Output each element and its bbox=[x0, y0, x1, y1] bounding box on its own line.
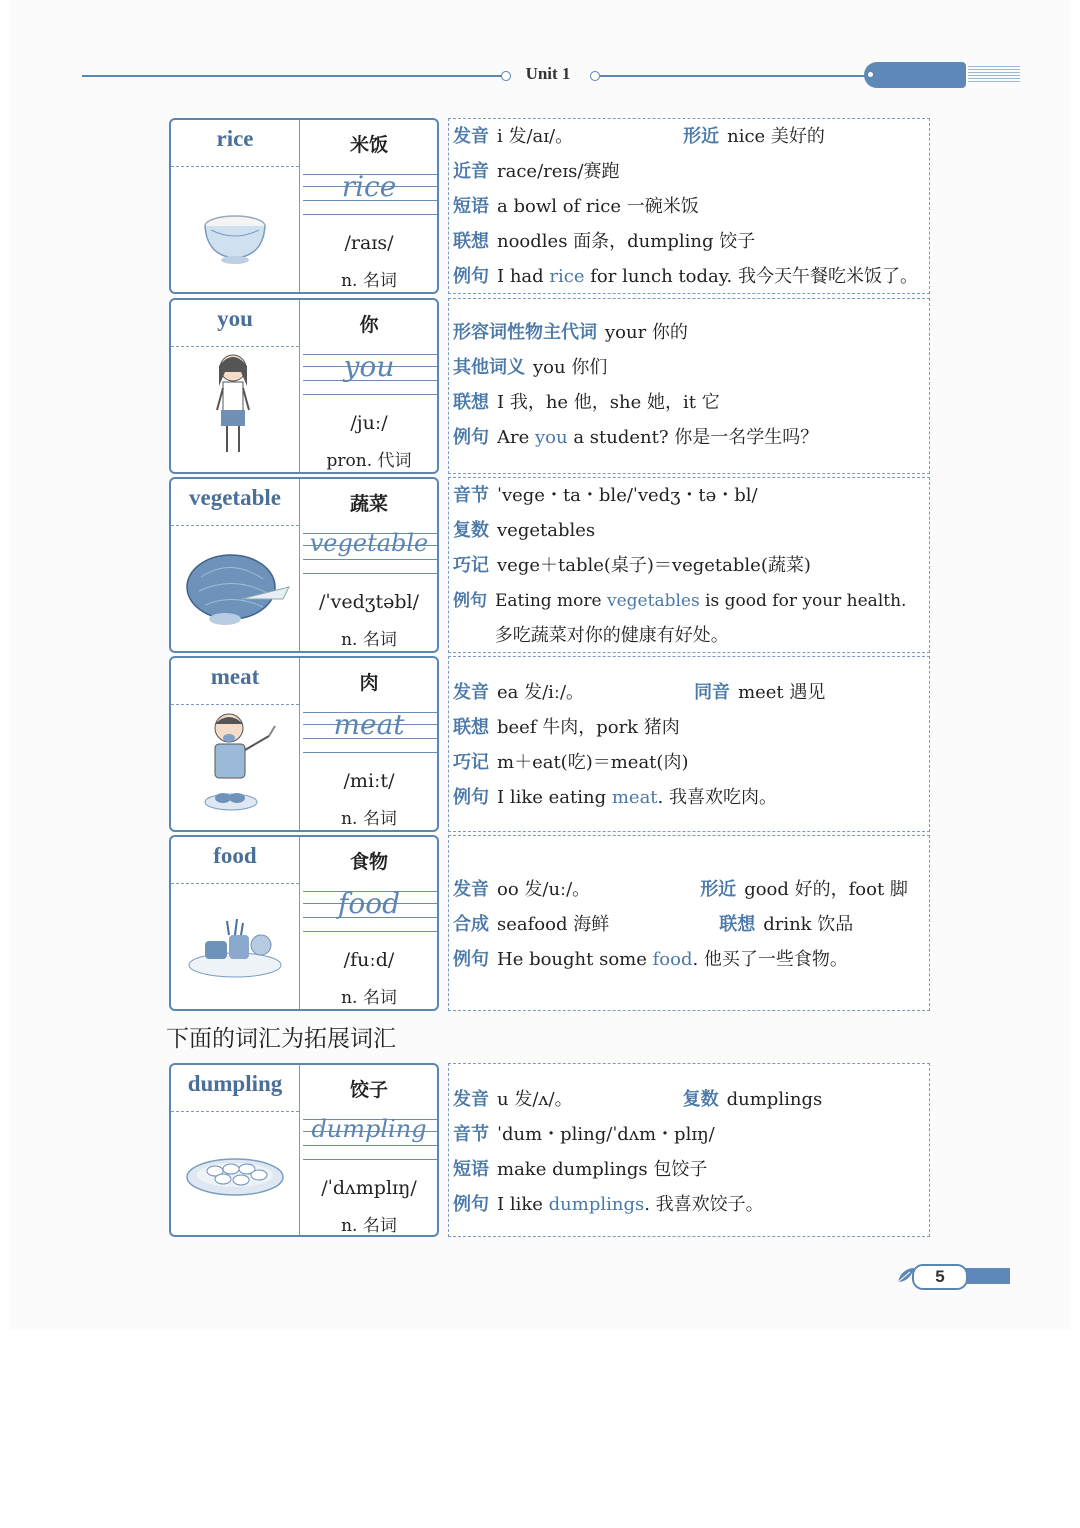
word-handwriting: you bbox=[343, 350, 395, 383]
info-text: . 我喜欢饺子。 bbox=[644, 1194, 764, 1215]
info-text: . 他买了一些食物。 bbox=[692, 949, 848, 970]
word-illustration bbox=[171, 706, 299, 826]
info-text: m＋eat(吃)＝meat(肉) bbox=[497, 752, 689, 773]
info-label: 短语 bbox=[453, 1159, 489, 1180]
info-text: is good for your health. bbox=[699, 591, 907, 611]
word-handwriting: meat bbox=[333, 708, 405, 741]
info-text: Are bbox=[497, 427, 535, 448]
word-phonetic: /ˈvedʒtəbl/ bbox=[318, 591, 419, 613]
word-info-panel bbox=[448, 477, 930, 653]
word-illustration bbox=[171, 168, 299, 288]
info-label: 近音 bbox=[453, 161, 489, 182]
info-row bbox=[453, 195, 927, 219]
info-label: 发音 bbox=[453, 879, 489, 900]
word-handwriting: rice bbox=[341, 170, 397, 203]
info-text: vegetables bbox=[497, 520, 596, 541]
info-label: 例句 bbox=[453, 427, 489, 448]
info-label: 发音 bbox=[453, 682, 489, 703]
header-rule-right bbox=[600, 75, 866, 77]
card-dashed-divider bbox=[171, 166, 299, 167]
info-text: dumplings bbox=[726, 1089, 823, 1110]
header-tab bbox=[864, 62, 966, 88]
info-row bbox=[453, 786, 927, 810]
info-text: I like eating bbox=[497, 787, 612, 808]
info-text: race/reɪs/赛跑 bbox=[497, 161, 620, 182]
info-label: 例句 bbox=[453, 266, 489, 287]
word-part-of-speech: pron. 代词 bbox=[326, 451, 412, 471]
word-phonetic: /juː/ bbox=[350, 412, 388, 434]
word-info-panel bbox=[448, 298, 930, 474]
info-label: 形容词性物主代词 bbox=[453, 322, 597, 343]
highlight-word: meat bbox=[611, 787, 658, 808]
word-english: rice bbox=[216, 126, 254, 151]
word-card bbox=[169, 298, 439, 474]
info-text: ˈdum・pling/ˈdʌm・plɪŋ/ bbox=[497, 1124, 715, 1145]
highlight-word: rice bbox=[549, 266, 585, 287]
info-text: beef 牛肉，pork 猪肉 bbox=[497, 717, 680, 738]
header-stripes bbox=[968, 66, 1020, 82]
info-row bbox=[453, 321, 927, 345]
word-info-panel bbox=[448, 118, 930, 294]
word-info-panel bbox=[448, 656, 930, 832]
word-illustration bbox=[171, 348, 299, 468]
info-row bbox=[453, 1123, 927, 1147]
info-label: 发音 bbox=[453, 1089, 489, 1110]
highlight-word: vegetables bbox=[607, 591, 700, 611]
word-phonetic: /fuːd/ bbox=[343, 949, 395, 971]
info-text: your 你的 bbox=[605, 322, 688, 343]
info-text: I like bbox=[497, 1194, 549, 1215]
info-row bbox=[453, 716, 927, 740]
info-label: 例句 bbox=[453, 949, 489, 970]
word-english: vegetable bbox=[189, 485, 281, 510]
info-text: ea 发/iː/。 bbox=[497, 682, 585, 703]
word-illustration bbox=[171, 885, 299, 1005]
highlight-word: you bbox=[534, 427, 568, 448]
info-text: make dumplings 包饺子 bbox=[497, 1159, 708, 1180]
info-text: He bought some bbox=[497, 949, 653, 970]
info-text: Eating more bbox=[495, 591, 607, 611]
info-label: 合成 bbox=[453, 914, 489, 935]
info-label: 巧记 bbox=[453, 555, 489, 576]
info-label: 例句 bbox=[453, 787, 489, 808]
info-row bbox=[453, 751, 927, 775]
info-text: I 我，he 他，she 她，it 它 bbox=[497, 392, 720, 413]
info-row bbox=[453, 160, 927, 184]
word-card bbox=[169, 656, 439, 832]
word-handwriting: dumpling bbox=[311, 1115, 427, 1143]
info-row bbox=[453, 519, 927, 543]
info-label: 巧记 bbox=[453, 752, 489, 773]
word-english: food bbox=[213, 843, 257, 868]
info-text: drink 饮品 bbox=[763, 914, 854, 935]
word-chinese: 蔬菜 bbox=[349, 493, 388, 515]
info-label: 其他词义 bbox=[453, 357, 525, 378]
word-card bbox=[169, 477, 439, 653]
card-dashed-divider bbox=[171, 1111, 299, 1112]
highlight-word: dumplings bbox=[548, 1194, 645, 1215]
info-label: 音节 bbox=[453, 1124, 489, 1145]
word-english: dumpling bbox=[187, 1071, 283, 1096]
word-info-panel bbox=[448, 1063, 930, 1237]
word-english: you bbox=[217, 306, 253, 331]
word-phonetic: /ˈdʌmplɪŋ/ bbox=[321, 1177, 417, 1199]
card-dashed-divider bbox=[171, 883, 299, 884]
info-label: 联想 bbox=[453, 231, 489, 252]
info-label: 发音 bbox=[453, 126, 489, 147]
word-chinese: 饺子 bbox=[349, 1079, 388, 1101]
highlight-word: food bbox=[652, 949, 693, 970]
page-number-bar bbox=[962, 1268, 1010, 1284]
word-illustration bbox=[171, 527, 299, 647]
word-chinese: 肉 bbox=[359, 672, 379, 694]
info-row bbox=[453, 484, 927, 508]
info-row bbox=[453, 878, 927, 902]
info-label: 短语 bbox=[453, 196, 489, 217]
info-label: 联想 bbox=[453, 392, 489, 413]
word-chinese: 米饭 bbox=[349, 134, 388, 156]
word-handwriting: food bbox=[337, 887, 400, 920]
info-text: a bowl of rice 一碗米饭 bbox=[497, 196, 699, 217]
word-part-of-speech: n. 名词 bbox=[341, 630, 397, 650]
word-illustration bbox=[171, 1113, 299, 1233]
info-row bbox=[453, 624, 927, 648]
info-text: ˈvege・ta・ble/ˈvedʒ・tə・bl/ bbox=[497, 485, 758, 506]
info-text: meet 遇见 bbox=[738, 682, 826, 703]
word-english: meat bbox=[210, 664, 260, 689]
card-dashed-divider bbox=[171, 525, 299, 526]
info-text: for lunch today. 我今天午餐吃米饭了。 bbox=[584, 266, 918, 287]
page-number: 5 bbox=[912, 1264, 968, 1290]
word-card bbox=[169, 835, 439, 1011]
info-label: 复数 bbox=[453, 520, 489, 541]
word-chinese: 你 bbox=[359, 314, 379, 336]
word-part-of-speech: n. 名词 bbox=[341, 1216, 397, 1236]
info-text: good 好的，foot 脚 bbox=[744, 879, 908, 900]
word-phonetic: /miːt/ bbox=[343, 770, 395, 792]
info-row bbox=[453, 913, 927, 937]
info-row bbox=[453, 1193, 927, 1217]
info-row bbox=[453, 265, 927, 289]
word-info-panel bbox=[448, 835, 930, 1011]
info-label: 音节 bbox=[453, 485, 489, 506]
word-part-of-speech: n. 名词 bbox=[341, 988, 397, 1008]
info-label: 例句 bbox=[453, 1194, 489, 1215]
info-label: 复数 bbox=[682, 1089, 719, 1110]
info-label: 例句 bbox=[453, 591, 487, 611]
info-row bbox=[453, 125, 927, 149]
info-text: nice 美好的 bbox=[727, 126, 825, 147]
word-handwriting: vegetable bbox=[309, 529, 429, 557]
info-label: 同音 bbox=[694, 682, 731, 703]
info-text: oo 发/uː/。 bbox=[497, 879, 591, 900]
header-dot-right bbox=[590, 71, 600, 81]
word-phonetic: /raɪs/ bbox=[344, 232, 394, 254]
info-row bbox=[453, 426, 927, 450]
info-text: . 我喜欢吃肉。 bbox=[657, 787, 777, 808]
info-text: vege＋table(桌子)＝vegetable(蔬菜) bbox=[497, 555, 811, 576]
info-text: 多吃蔬菜对你的健康有好处。 bbox=[453, 625, 729, 646]
info-row bbox=[453, 681, 927, 705]
unit-title: Unit 1 bbox=[525, 64, 571, 83]
info-row bbox=[453, 554, 927, 578]
info-row bbox=[453, 1088, 927, 1112]
info-text: I had bbox=[497, 266, 550, 287]
info-text: noodles 面条，dumpling 饺子 bbox=[497, 231, 756, 252]
info-text: i 发/aɪ/。 bbox=[497, 126, 574, 147]
info-row bbox=[453, 230, 927, 254]
card-dashed-divider bbox=[171, 704, 299, 705]
word-part-of-speech: n. 名词 bbox=[341, 271, 397, 291]
info-label: 联想 bbox=[719, 914, 756, 935]
info-row bbox=[453, 1158, 927, 1182]
word-part-of-speech: n. 名词 bbox=[341, 809, 397, 829]
info-text: seafood 海鲜 bbox=[497, 914, 610, 935]
extension-section-title: 下面的词汇为拓展词汇 bbox=[166, 1026, 396, 1052]
info-row bbox=[453, 589, 927, 613]
header-rule-left bbox=[82, 75, 502, 77]
info-row bbox=[453, 948, 927, 972]
header-tab-dot bbox=[868, 72, 873, 77]
info-row bbox=[453, 391, 927, 415]
card-dashed-divider bbox=[171, 346, 299, 347]
info-label: 联想 bbox=[453, 717, 489, 738]
word-card bbox=[169, 1063, 439, 1237]
info-text: you 你们 bbox=[533, 357, 608, 378]
word-chinese: 食物 bbox=[349, 851, 388, 873]
info-row bbox=[453, 356, 927, 380]
info-text: u 发/ʌ/。 bbox=[497, 1089, 573, 1110]
info-label: 形近 bbox=[700, 879, 737, 900]
info-label: 形近 bbox=[683, 126, 720, 147]
info-text: a student? 你是一名学生吗？ bbox=[567, 427, 819, 448]
word-card bbox=[169, 118, 439, 294]
